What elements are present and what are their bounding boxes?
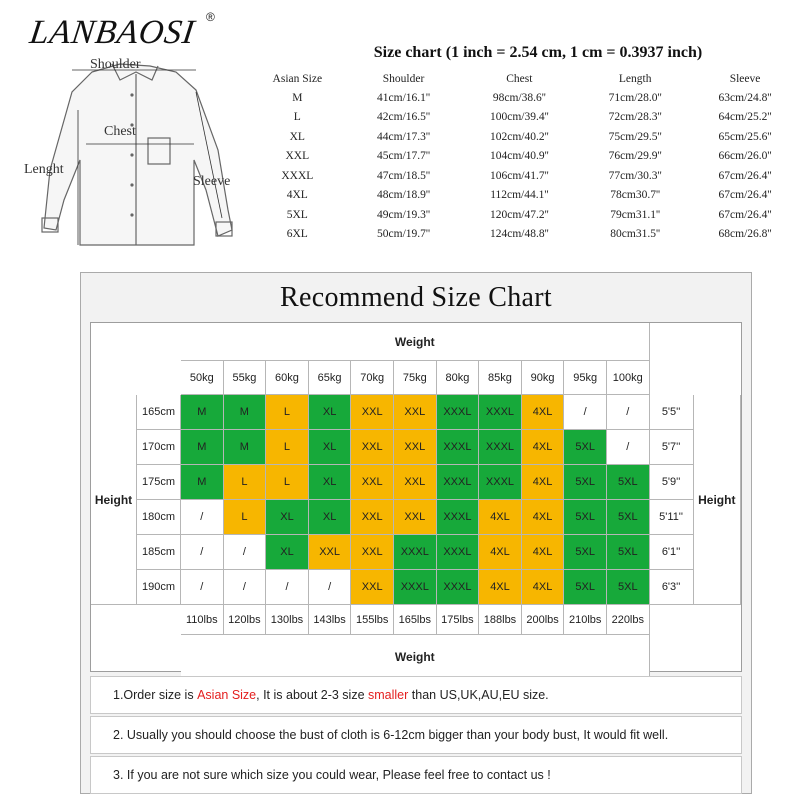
height-label-left: Height [91,395,137,605]
size-cell: 67cm/26.4'' [718,208,772,221]
weight-lbs-header: 220lbs [607,605,650,635]
size-row [246,147,800,167]
size-cell: 49cm/19.3'' [377,208,431,221]
size-cell: 63cm/24.8'' [718,91,772,104]
size-grid-cell: XL [309,500,352,535]
size-cell: L [293,111,301,124]
size-cell: 68cm/26.8'' [718,228,772,241]
size-cell: 4XL [286,189,308,202]
note2-text: 2. Usually you should choose the bust of cloth is 6-12cm bigger than your body bust, It would fit well. [113,728,669,742]
size-cell: 45cm/17.7'' [377,150,431,163]
size-cell: M [292,91,303,104]
size-cell: 80cm31.5'' [610,228,661,241]
height-ft-header: 5'5'' [650,395,694,430]
size-row [246,166,800,186]
recommend-grid [90,322,742,672]
size-row [246,186,800,206]
size-grid-cell: XXXL [394,535,437,570]
size-grid-cell: XXL [351,395,394,430]
size-chart-table [246,70,800,244]
shirt-diagram [0,50,260,265]
weight-kg-header: 60kg [266,361,309,395]
note1-asian-size: Asian Size [197,688,257,702]
size-grid-cell: / [224,570,267,605]
size-chart [246,44,800,244]
note1-text-a: 1.Order size is [113,688,194,702]
weight-kg-header: 85kg [479,361,522,395]
size-grid-cell: 5XL [607,570,650,605]
size-grid-cell: M [181,465,224,500]
size-grid-cell: 4XL [522,570,565,605]
size-grid-cell: 4XL [479,535,522,570]
size-cell: 65cm/25.6'' [718,130,772,143]
size-grid-cell: XXL [351,570,394,605]
sleeve-label: Sleeve [193,174,231,189]
brand-logo: LANBAOSI [27,14,198,51]
size-grid-cell: L [266,465,309,500]
chest-label: Chest [104,124,136,139]
size-cell: 47cm/18.5'' [377,169,431,182]
size-grid-cell: 4XL [522,395,565,430]
size-grid-cell: M [181,430,224,465]
size-grid-cell: XXXL [479,395,522,430]
size-cell: 112cm/44.1'' [490,189,549,202]
size-grid-cell: 5XL [564,430,607,465]
size-cell: 100cm/39.4'' [489,111,549,124]
size-grid-cell: XL [309,465,352,500]
note3-text: 3. If you are not sure which size you could wear, Please feel free to contact us ! [113,768,551,782]
size-grid-cell: 4XL [522,465,565,500]
size-cell: XL [289,130,305,143]
size-cell: 76cm/29.9'' [608,150,662,163]
size-cell: 71cm/28.0'' [608,91,662,104]
note-bust-advice [90,716,742,754]
height-ft-header: 6'1'' [650,535,694,570]
size-grid-cell: XXXL [437,570,480,605]
size-grid-cell: L [266,430,309,465]
size-row [246,88,800,108]
size-grid-cell: XL [266,500,309,535]
size-grid-cell: XL [309,395,352,430]
weight-lbs-header: 200lbs [522,605,565,635]
height-cm-header: 185cm [137,535,181,570]
size-cell: 66cm/26.0'' [718,150,772,163]
size-row [246,205,800,225]
size-cell: 48cm/18.9'' [377,189,431,202]
weight-lbs-header: 120lbs [224,605,267,635]
weight-kg-header: 70kg [351,361,394,395]
size-cell: 124cm/48.8'' [489,228,549,241]
size-cell: 98cm/38.6'' [492,91,546,104]
size-cell: 42cm/16.5'' [377,111,431,124]
size-grid-cell: / [607,395,650,430]
size-cell: XXXL [281,169,314,182]
weight-kg-header: 90kg [522,361,565,395]
weight-lbs-header: 130lbs [266,605,309,635]
size-grid-cell: XXL [394,430,437,465]
size-header-cell: Chest [506,73,533,85]
shoulder-label: Shoulder [90,57,141,72]
size-grid-cell: XXXL [394,570,437,605]
size-grid-cell: M [224,395,267,430]
size-grid-cell: XXL [394,395,437,430]
note-contact [90,756,742,794]
note1-text-b: , It is about 2-3 size [256,688,365,702]
weight-lbs-header: 175lbs [437,605,480,635]
size-grid-cell: 4XL [522,430,565,465]
size-grid-cell: / [266,570,309,605]
height-cm-header: 175cm [137,465,181,500]
size-grid-cell: / [181,535,224,570]
size-cell: 78cm30.7'' [610,189,661,202]
height-cm-header: 170cm [137,430,181,465]
weight-kg-header: 100kg [607,361,650,395]
size-cell: 104cm/40.9'' [489,150,549,163]
size-grid-cell: XXL [394,500,437,535]
height-label-right: Height [694,395,741,605]
size-cell: 72cm/28.3'' [608,111,662,124]
size-header-cell: Sleeve [729,73,761,85]
weight-lbs-header: 143lbs [309,605,352,635]
size-grid-cell: XXL [394,465,437,500]
size-grid-cell: 4XL [479,570,522,605]
size-grid-cell: 4XL [479,500,522,535]
size-row [246,108,800,128]
size-grid-cell: XL [266,535,309,570]
size-grid-cell: M [181,395,224,430]
size-cell: XXL [285,150,310,163]
size-grid-cell: / [181,500,224,535]
weight-kg-header: 55kg [224,361,267,395]
size-grid-cell: 5XL [607,535,650,570]
size-grid-cell: L [266,395,309,430]
size-cell: 75cm/29.5'' [608,130,662,143]
height-cm-header: 180cm [137,500,181,535]
size-grid-cell: M [224,430,267,465]
size-grid-cell: XXL [351,500,394,535]
size-grid-cell: 5XL [564,465,607,500]
size-grid-cell: XXL [351,465,394,500]
weight-lbs-header: 188lbs [479,605,522,635]
size-grid-cell: 4XL [522,535,565,570]
size-cell: 6XL [286,228,308,241]
size-grid-cell: XXXL [437,430,480,465]
weight-label-bottom: Weight [181,635,650,679]
size-grid-cell: XXL [309,535,352,570]
size-grid-cell: / [607,430,650,465]
size-grid-cell: L [224,465,267,500]
height-ft-header: 6'3'' [650,570,694,605]
height-cm-header: 165cm [137,395,181,430]
size-cell: 120cm/47.2'' [489,208,549,221]
size-cell: 77cm/30.3'' [608,169,662,182]
size-grid-cell: / [564,395,607,430]
size-header-cell: Shoulder [382,73,425,85]
height-ft-header: 5'11'' [650,500,694,535]
note-asian-size [90,676,742,714]
size-grid-cell: 5XL [564,500,607,535]
height-ft-header: 5'7'' [650,430,694,465]
size-grid-cell: / [309,570,352,605]
size-cell: 41cm/16.1'' [377,91,431,104]
size-row [246,225,800,245]
size-grid-cell: XXXL [479,465,522,500]
height-cm-header: 190cm [137,570,181,605]
length-label: Lenght [24,162,64,177]
size-cell: 106cm/41.7'' [489,169,549,182]
size-cell: 79cm31.1'' [610,208,661,221]
note1-smaller: smaller [368,688,409,702]
weight-kg-header: 50kg [181,361,224,395]
size-header-cell: Length [618,73,652,85]
size-cell: 102cm/40.2'' [489,130,549,143]
size-cell: 44cm/17.3'' [377,130,431,143]
size-grid-cell: 5XL [607,465,650,500]
size-grid-cell: XXXL [437,535,480,570]
weight-lbs-header: 165lbs [394,605,437,635]
size-grid-cell: XXXL [437,500,480,535]
size-grid-cell: / [224,535,267,570]
size-grid-cell: XL [309,430,352,465]
size-grid-cell: 4XL [522,500,565,535]
size-cell: 50cm/19.7'' [377,228,431,241]
size-grid-cell: XXXL [479,430,522,465]
size-grid-cell: L [224,500,267,535]
size-cell: 5XL [286,208,308,221]
size-grid-cell: XXL [351,430,394,465]
size-cell: 67cm/26.4'' [718,169,772,182]
weight-lbs-header: 110lbs [181,605,224,635]
size-grid-cell: 5XL [564,570,607,605]
weight-kg-header: 80kg [437,361,480,395]
size-header-cell: Asian Size [272,73,323,85]
weight-kg-header: 75kg [394,361,437,395]
registered-mark: ® [206,10,215,24]
weight-lbs-header: 155lbs [351,605,394,635]
weight-label-top: Weight [181,323,650,361]
size-grid-cell: XXXL [437,465,480,500]
weight-kg-header: 65kg [309,361,352,395]
size-grid-cell: XXL [351,535,394,570]
size-cell: 64cm/25.2'' [718,111,772,124]
size-chart-title: Size chart (1 inch = 2.54 cm, 1 cm = 0.3937 inch) [373,44,703,61]
size-cell: 67cm/26.4'' [718,189,772,202]
note1-text-c: than US,UK,AU,EU size. [411,688,549,702]
weight-kg-header: 95kg [564,361,607,395]
size-grid-cell: 5XL [607,500,650,535]
height-ft-header: 5'9'' [650,465,694,500]
size-grid-cell: XXXL [437,395,480,430]
weight-lbs-header: 210lbs [564,605,607,635]
recommend-chart-title: Recommend Size Chart [280,282,552,313]
size-grid-cell: 5XL [564,535,607,570]
size-row [246,127,800,147]
size-grid-cell: / [181,570,224,605]
